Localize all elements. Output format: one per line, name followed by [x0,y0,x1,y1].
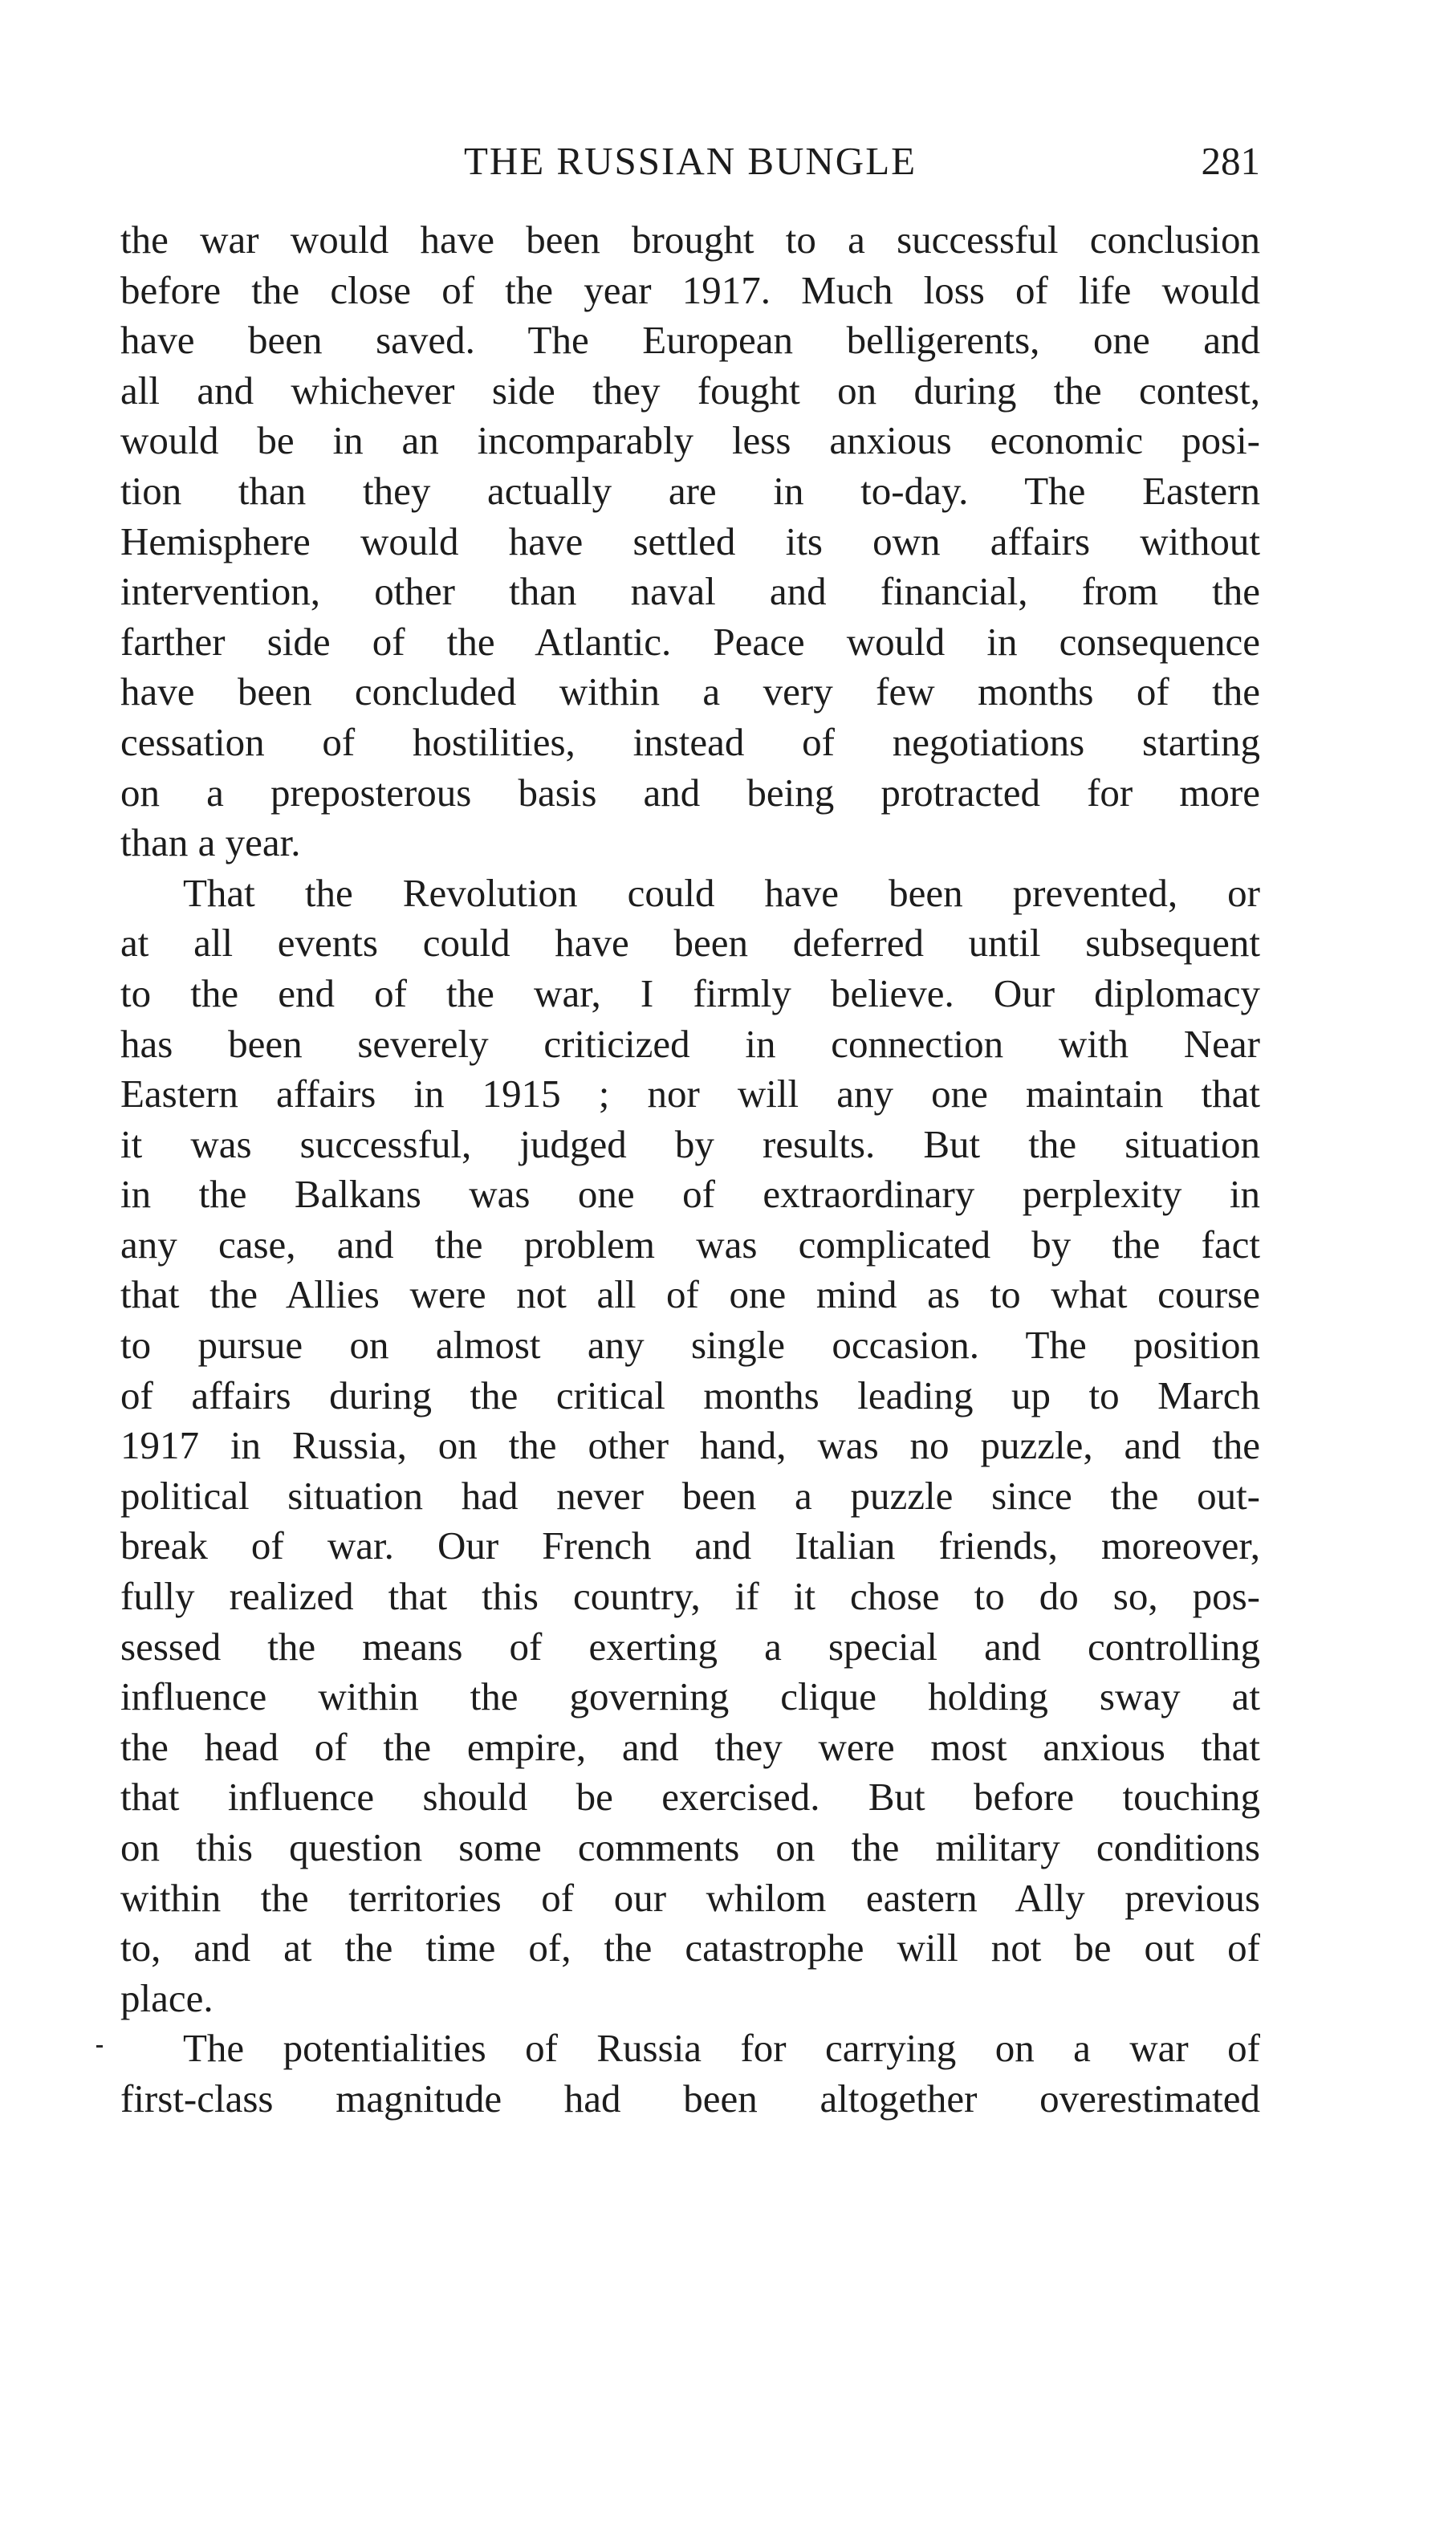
text-line: to pursue on almost any single occasion. The position [120,1323,1260,1368]
page-number: 281 [1201,139,1260,183]
running-header [120,133,1260,189]
text-line: tion than they actually are in to-day. The Eastern [120,468,1260,513]
body-text [120,215,1260,2125]
text-line: influence within the governing clique holding sway at [120,1674,1260,1719]
text-line: the war would have been brought to a successful conclusion [120,218,1260,262]
text-line: break of war. Our French and Italian friends, moreover, [120,1523,1260,1568]
text-line: fully realized that this country, if it chose to do so, pos- [120,1574,1260,1619]
paragraph-first-line: That the Revolution could have been prevented, or [183,870,1260,915]
text-line: it was successful, judged by results. But the situation [120,1121,1260,1166]
text-line: place. [120,1975,214,2020]
text-line: of affairs during the critical months leading up to March [120,1373,1260,1417]
text-line: cessation of hostilities, instead of negotiations starting [120,719,1260,764]
text-line: farther side of the Atlantic. Peace would in consequence [120,619,1260,664]
text-line: to, and at the time of, the catastrophe will not be out of [120,1926,1260,1971]
text-line: political situation had never been a puzzle since the out- [120,1473,1260,1518]
text-line: intervention, other than naval and financial, from the [120,569,1260,614]
text-line: Hemisphere would have settled its own affairs without [120,519,1260,563]
text-line: has been severely criticized in connection with Near [120,1021,1260,1066]
text-line: than a year. [120,820,301,865]
text-line: in the Balkans was one of extraordinary perplexity in [120,1172,1260,1217]
text-line: to the end of the war, I firmly believe. Our diplomacy [120,970,1260,1015]
text-line: sessed the means of exerting a special and controlling [120,1624,1260,1669]
text-line: that influence should be exercised. But before touching [120,1775,1260,1820]
text-line: Eastern affairs in 1915 ; nor will any one maintain that [120,1072,1260,1116]
text-line: first-class magnitude had been altogether overestimated [120,2076,1260,2121]
text-line: on this question some comments on the military conditions [120,1825,1260,1869]
text-line: all and whichever side they fought on during the contest, [120,368,1260,413]
text-line: have been concluded within a very few months of the [120,669,1260,714]
paragraph-first-line: The potentialities of Russia for carrying on a war of [183,2026,1260,2071]
text-line: any case, and the problem was complicated by the fact [120,1222,1260,1267]
text-line: that the Allies were not all of one mind as to what course [120,1272,1260,1317]
text-line: at all events could have been deferred until subsequent [120,921,1260,966]
text-line: on a preposterous basis and being protracted for more [120,770,1260,815]
running-title: THE RUSSIAN BUNGLE [463,139,917,183]
text-line: 1917 in Russia, on the other hand, was no puzzle, and the [120,1423,1260,1468]
text-line: the head of the empire, and they were most anxious that [120,1724,1260,1769]
text-line: before the close of the year 1917. Much loss of life would [120,267,1260,312]
ink-speck [96,2045,103,2048]
text-line: within the territories of our whilom eastern Ally previous [120,1875,1260,1920]
text-line: would be in an incomparably less anxious economic posi- [120,418,1260,463]
text-line: have been saved. The European belligerents, one and [120,318,1260,363]
